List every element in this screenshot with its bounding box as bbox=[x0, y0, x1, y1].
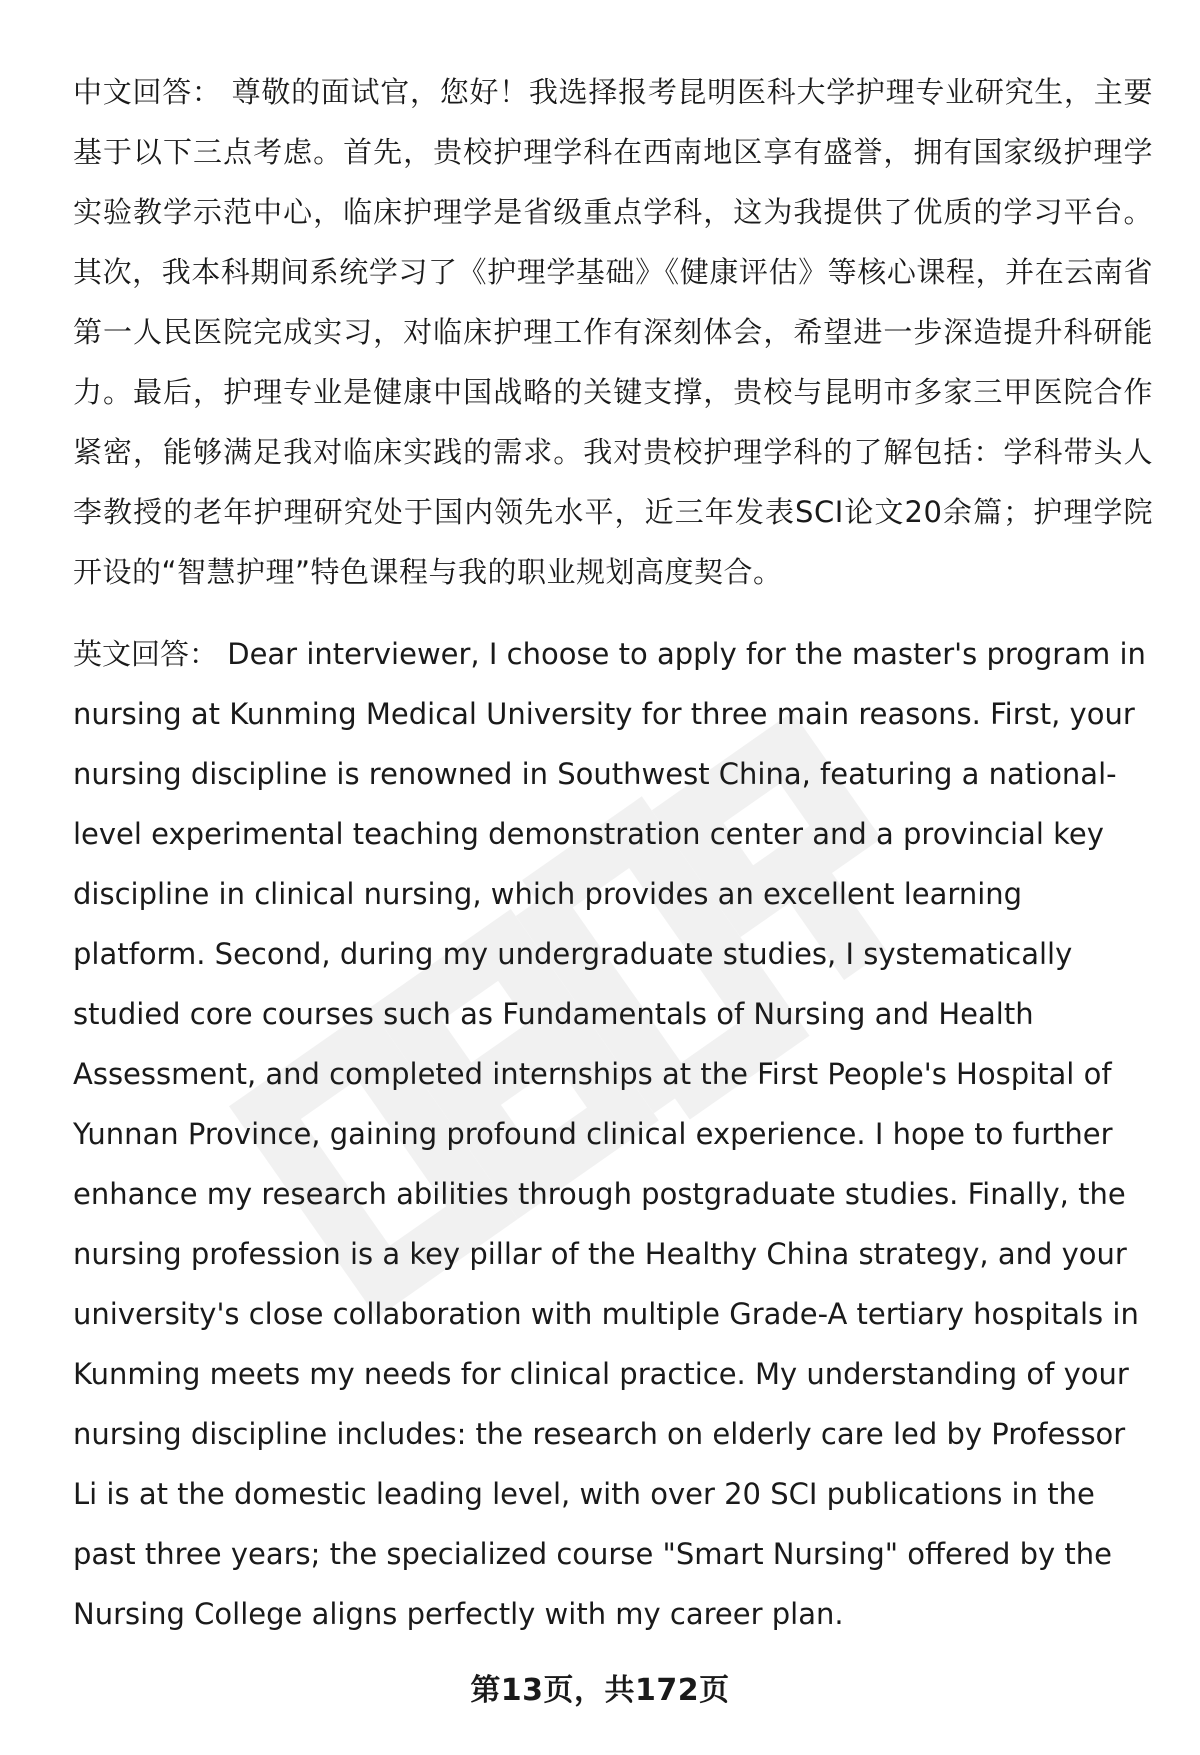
chinese-answer-paragraph bbox=[73, 62, 1153, 602]
page-number-footer: 第13页，共172页 bbox=[470, 1673, 730, 1708]
english-answer-label: 英文回答： bbox=[73, 637, 219, 671]
english-answer-text: Dear interviewer, I choose to apply for the master's program in nursing at Kunming Medical University for three main reasons. First, your nursing discipline is renowned in Southwest China, featuring a national-level experimental teaching demonstration center and a provincial key discipline in clinical nursing, which provides an excellent learning platform. Second, during my undergraduate studies, I systematically studied core courses such as Fundamentals of Nursing and Health Assessment, and completed internships at the First People's Hospital of Yunnan Province, gaining profound clinical experience. I hope to further enhance my research abilities through postgraduate studies. Finally, the nursing profession is a key pillar of the Healthy China strategy, and your university's close collaboration with multiple Grade-A tertiary hospitals in Kunming meets my needs for clinical practice. My understanding of your nursing discipline includes: the research on elderly care led by Professor Li is at the domestic leading level, with over 20 SCI publications in the past three years; the specialized course "Smart Nursing" offered by the Nursing College aligns perfectly with my career plan. bbox=[73, 637, 1146, 1631]
chinese-answer-label: 中文回答： bbox=[73, 75, 222, 109]
chinese-answer-text: 尊敬的面试官，您好！我选择报考昆明医科大学护理专业研究生，主要基于以下三点考虑。首先，贵校护理学科在西南地区享有盛誉，拥有国家级护理学实验教学示范中心，临床护理学是省级重点学科，这为我提供了优质的学习平台。其次，我本科期间系统学习了《护理学基础》《健康评估》等核心课程，并在云南省第一人民医院完成实习，对临床护理工作有深刻体会，希望进一步深造提升科研能力。最后，护理专业是健康中国战略的关键支撑，贵校与昆明市多家三甲医院合作紧密，能够满足我对临床实践的需求。我对贵校护理学科的了解包括：学科带头人李教授的老年护理研究处于国内领先水平，近三年发表SCI论文20余篇；护理学院开设的“智慧护理”特色课程与我的职业规划高度契合。 bbox=[73, 75, 1153, 589]
answer-content bbox=[73, 62, 1153, 1644]
english-answer-paragraph bbox=[73, 624, 1153, 1644]
